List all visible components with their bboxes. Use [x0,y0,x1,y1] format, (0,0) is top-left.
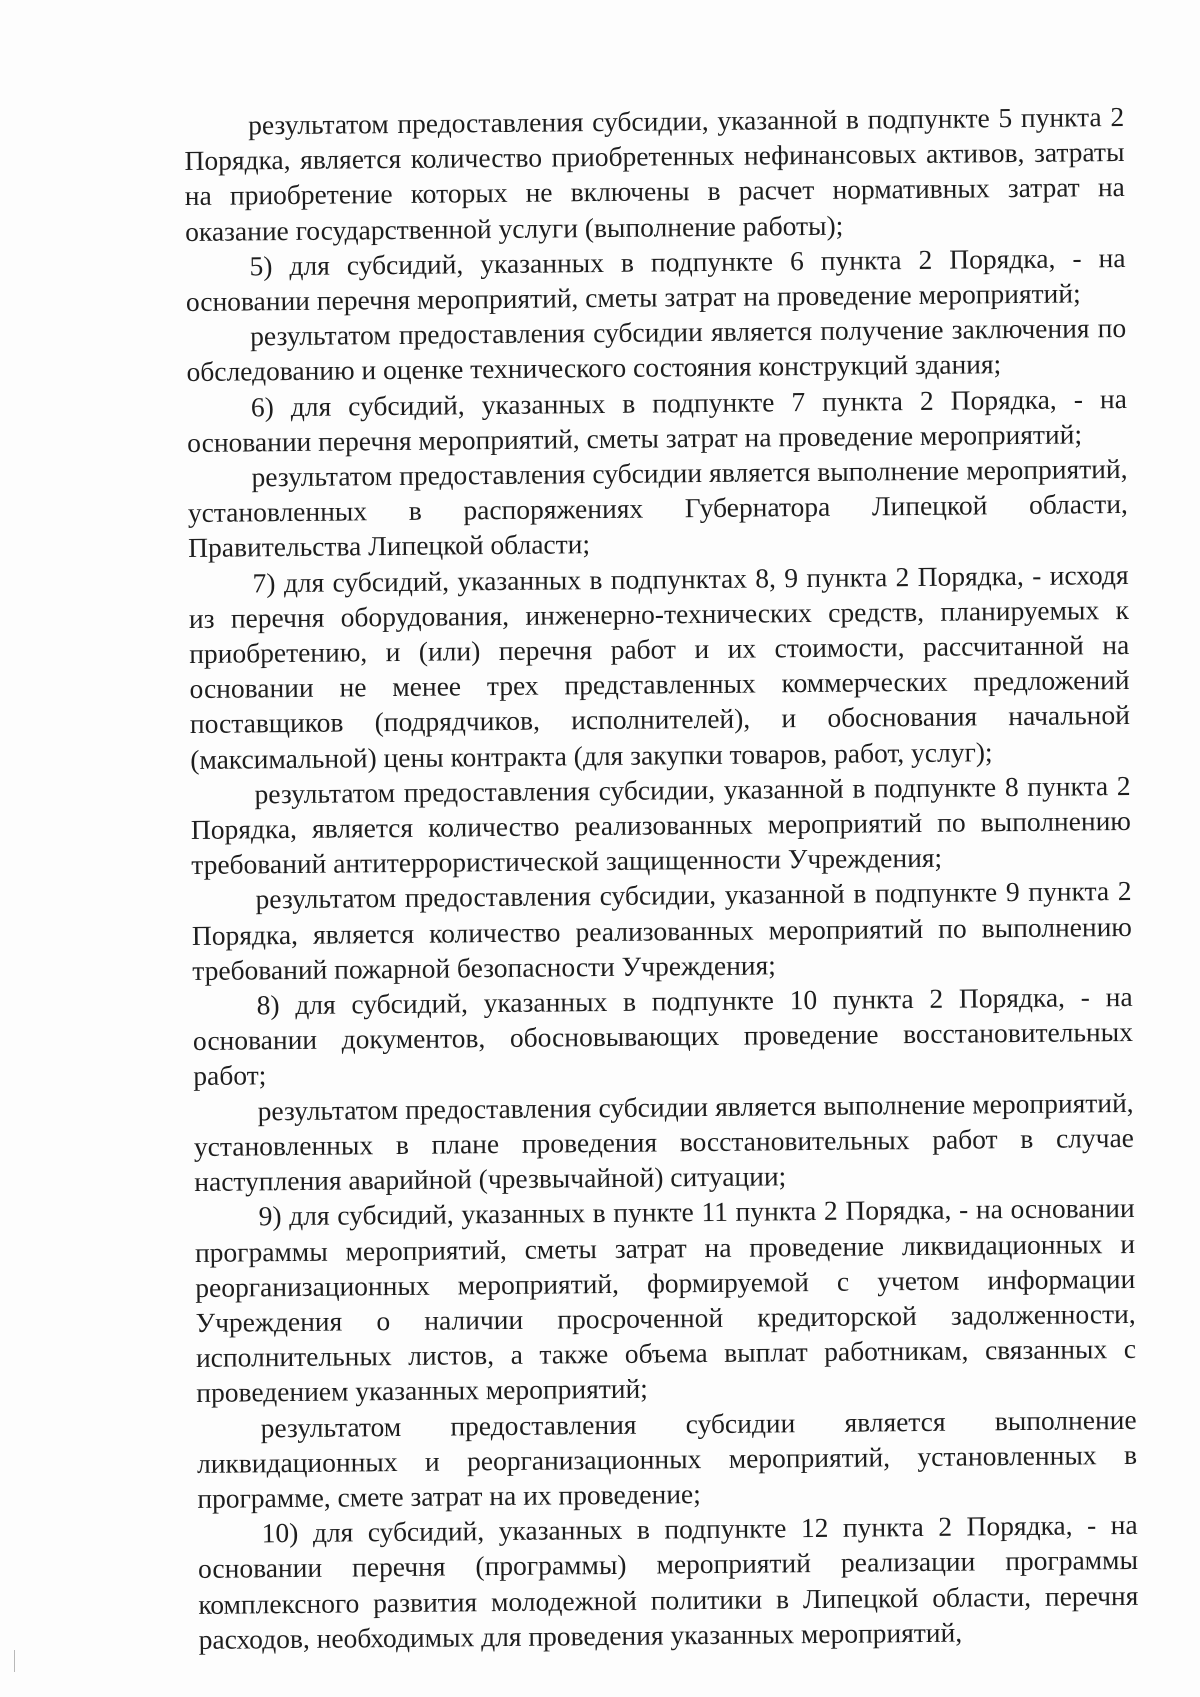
paragraph-result-survey: результатом предоставления субсидии является получение заключения по обследованию и оценке технического состояния конструкций здания; [186,312,1127,388]
paragraph-item-8: 8) для субсидий, указанных в подпункте 10 пункта 2 Порядка, - на основании документов, обосновывающих проведение восстановительных работ; [192,981,1134,1092]
scan-margin-mark [14,1650,15,1672]
paragraph-result-subsidy-9: результатом предоставления субсидии, указанной в подпункте 9 пункта 2 Порядка, является количество реализованных мероприятий по выполнению требований пожарной безопасности Учреждения; [191,875,1133,986]
paragraph-result-subsidy-5: результатом предоставления субсидии, указанной в подпункте 5 пункта 2 Порядка, является количество приобретенных нефинансовых активов, затраты на приобретение которых не включены в расчет нормативных затрат на оказание государственной услуги (выполнение работы); [184,100,1125,247]
paragraph-result-governor-orders: результатом предоставления субсидии является выполнение мероприятий, установленных в распоряжениях Губернатора Липецкой области, Правительства Липецкой области; [187,452,1128,564]
paragraph-item-6: 6) для субсидий, указанных в подпункте 7 пункта 2 Порядка, - на основании перечня мероприятий, сметы затрат на проведение мероприятий; [187,382,1127,458]
paragraph-item-10: 10) для субсидий, указанных в подпункте 12 пункта 2 Порядка, - на основании перечня (программы) мероприятий реализации программы комплексного развития молодежной политики в Липецкой области, перечня расходов, необходимых для проведения указанных мероприятий, [197,1509,1139,1655]
document-body [184,99,1139,1657]
paragraph-result-liquidation: результатом предоставления субсидии является выполнение ликвидационных и реорганизационных мероприятий, установленных в программе, смете затрат на их проведение; [196,1403,1138,1514]
paragraph-item-7: 7) для субсидий, указанных в подпунктах 8, 9 пункта 2 Порядка, - исходя из перечня оборудования, инженерно-технических средств, планируемых к приобретению, и (или) перечня работ и их стоимости, рассчитанной на основании не менее трех представленных коммерческих предложений поставщиков (подрядчиков, исполнителей), и обоснования начальной (максимальной) цены контракта (для закупки товаров, работ, услуг); [188,558,1131,775]
paragraph-result-restoration: результатом предоставления субсидии является выполнение мероприятий, установленных в плане проведения восстановительных работ в случае наступления аварийной (чрезвычайной) ситуации; [193,1086,1135,1198]
paragraph-item-5: 5) для субсидий, указанных в подпункте 6 пункта 2 Порядка, - на основании перечня мероприятий, сметы затрат на проведение мероприятий; [185,241,1126,318]
paragraph-result-subsidy-8: результатом предоставления субсидии, указанной в подпункте 8 пункта 2 Порядка, является количество реализованных мероприятий по выполнению требований антитеррористической защищенности Учреждения; [190,769,1132,881]
paragraph-item-9: 9) для субсидий, указанных в пункте 11 пункта 2 Порядка, - на основании программы мероприятий, сметы затрат на проведение ликвидационных и реорганизационных мероприятий, формируемой с учетом информации Учреждения о наличии просроченной кредиторской задолженности, исполнительных листов, а также объема выплат работникам, связанных с проведением указанных мероприятий; [194,1192,1137,1409]
